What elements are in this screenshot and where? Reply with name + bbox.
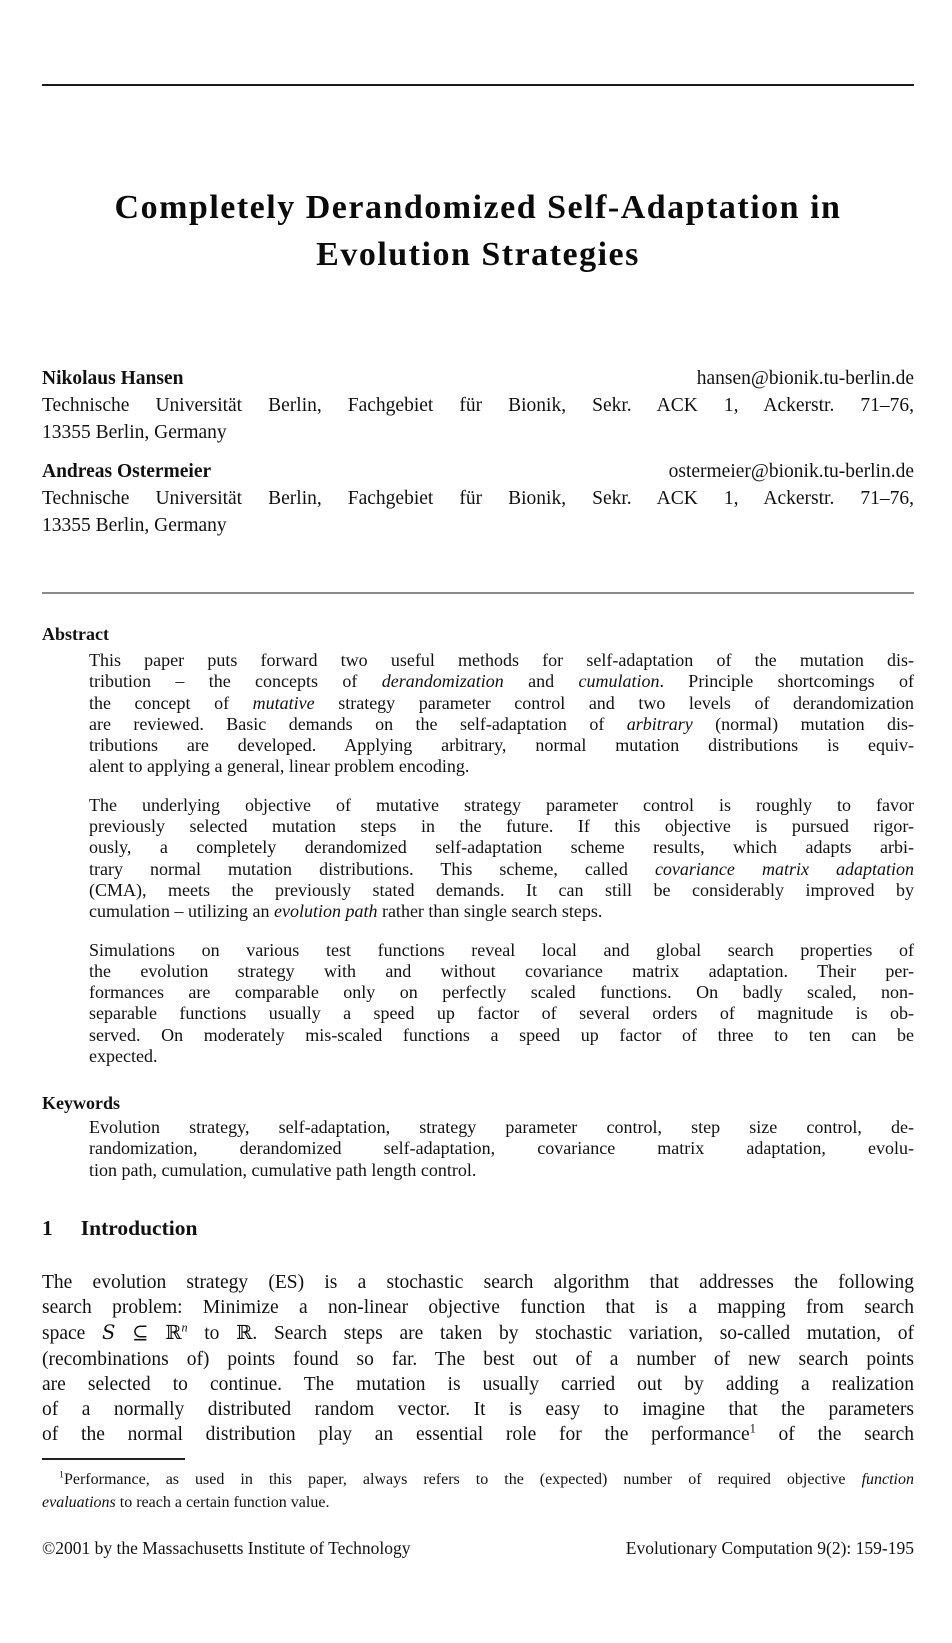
paper-title-line2: Evolution Strategies: [316, 236, 640, 273]
superscript: n: [181, 1320, 188, 1335]
introduction-line: The evolution strategy (ES) is a stochastic search algorithm that addresses the following: [42, 1272, 914, 1293]
footnote-rule: [42, 1458, 185, 1460]
abstract-line: previously selected mutation steps in the future. If this objective is pursued rigor-: [89, 816, 914, 837]
math-symbol: ⊆: [132, 1321, 149, 1345]
abstract-line: are reviewed. Basic demands on the self-adaptation of arbitrary (normal) mutation dis-: [89, 713, 914, 734]
author-name-email-row: [42, 458, 914, 485]
emphasis-text: evolution path: [273, 901, 378, 922]
author-name: Andreas Ostermeier: [42, 461, 212, 482]
abstract-line: cumulation – utilizing an evolution path rather than single search steps.: [89, 901, 603, 922]
author-affiliation-line: Technische Universität Berlin, Fachgebiet für Bionik, Sekr. ACK 1, Ackerstr. 71–76,: [42, 395, 914, 416]
emphasis-text: cumulation: [578, 671, 660, 692]
abstract-line: This paper puts forward two useful methods for self-adaptation of the mutation dis-: [89, 650, 914, 670]
emphasis-text: covariance matrix adaptation: [654, 858, 914, 879]
math-symbol: S: [102, 1321, 116, 1345]
section-heading: [42, 1216, 914, 1241]
page-footer: [42, 1538, 914, 1559]
abstract-paragraph: [89, 795, 914, 923]
author-affiliation-line: Technische Universität Berlin, Fachgebiet für Bionik, Sekr. ACK 1, Ackerstr. 71–76,: [42, 488, 914, 509]
author-email: hansen@bionik.tu-berlin.de: [696, 368, 914, 389]
author-block: [42, 458, 914, 539]
introduction-line: space S ⊆ ℝ$^n$ to ℝ. Search steps are taken by stochastic variation, so-called mutation, of: [42, 1320, 915, 1345]
abstract-line: formances are comparable only on perfectly scaled functions. On badly scaled, non-: [89, 982, 914, 1003]
abstract-line: The underlying objective of mutative strategy parameter control is roughly to favor: [89, 794, 914, 815]
footer-journal-ref: Evolutionary Computation 9(2): 159-195: [625, 1538, 914, 1558]
abstract-paragraph: [89, 650, 914, 778]
abstract-line: tribution – the concepts of derandomization and cumulation. Principle shortcomings of: [89, 671, 914, 692]
abstract-body: [89, 650, 914, 1084]
keywords-line: randomization, derandomized self-adaptation, covariance matrix adaptation, evolu-: [89, 1138, 914, 1159]
abstract-line: expected.: [89, 1046, 158, 1067]
introduction-line: (recombinations of) points found so far. The best out of a number of new search points: [42, 1348, 914, 1370]
author-affiliation-line: 13355 Berlin, Germany: [42, 515, 227, 536]
abstract-paragraph: [89, 940, 914, 1068]
introduction-line: of a normally distributed random vector. It is easy to imagine that the parameters: [42, 1399, 914, 1421]
emphasis-text: mutative: [252, 692, 315, 713]
abstract-line: tributions are developed. Applying arbitrary, normal mutation distributions is equiv-: [89, 735, 914, 756]
introduction-line: are selected to continue. The mutation is usually carried out by adding a realization: [42, 1373, 914, 1395]
keywords-line: tion path, cumulation, cumulative path length control.: [89, 1159, 477, 1180]
paper-title: [42, 184, 914, 278]
keywords-body: [89, 1117, 914, 1181]
abstract-line: served. On moderately mis-scaled functions a speed up factor of three to ten can be: [89, 1024, 914, 1045]
authors-block: [42, 365, 914, 539]
emphasis-text: derandomization: [381, 671, 504, 692]
footnote: [42, 1468, 914, 1514]
keywords-heading: Keywords: [42, 1093, 120, 1113]
emphasis-text: arbitrary: [626, 713, 693, 734]
abstract-line: separable functions usually a speed up factor of several orders of magnitude is ob-: [89, 1003, 914, 1024]
emphasis-text: evaluations: [42, 1494, 116, 1511]
emphasis-text: function: [861, 1471, 914, 1488]
section-number: 1: [42, 1216, 53, 1240]
paper-title-line1: Completely Derandomized Self-Adaptation in: [114, 189, 842, 226]
author-email: ostermeier@bionik.tu-berlin.de: [668, 461, 914, 482]
abstract-heading: Abstract: [42, 624, 109, 644]
section-title: Introduction: [80, 1216, 198, 1240]
abstract-line: (CMA), meets the previously stated demands. It can still be considerably improved by: [89, 879, 914, 900]
math-symbol: ℝ: [236, 1321, 253, 1345]
abstract-line: ously, a completely derandomized self-adaptation scheme results, which adapts arbi-: [89, 837, 914, 858]
author-affiliation-line: 13355 Berlin, Germany: [42, 422, 227, 443]
footer-copyright: ©2001 by the Massachusetts Institute of Technology: [42, 1538, 411, 1558]
introduction-line: of the normal distribution play an essential role for the performance$^1$ of the search: [42, 1421, 914, 1446]
introduction-paragraph: [42, 1270, 914, 1447]
math-symbol: ℝ: [165, 1321, 182, 1345]
keywords-line: Evolution strategy, self-adaptation, strategy parameter control, step size control, de-: [89, 1117, 914, 1137]
author-name-email-row: [42, 365, 914, 392]
abstract-line: Simulations on various test functions reveal local and global search properties of: [89, 939, 914, 960]
superscript: 1: [59, 1469, 64, 1481]
footnote-line: $^1$Performance, as used in this paper, always refers to the (expected) number of required objective function: [59, 1469, 914, 1488]
superscript: 1: [749, 1421, 756, 1436]
divider-rule: [42, 592, 914, 594]
introduction-line: search problem: Minimize a non-linear objective function that is a mapping from search: [42, 1297, 914, 1319]
abstract-line: alent to applying a general, linear problem encoding.: [89, 756, 470, 777]
abstract-line: the concept of mutative strategy parameter control and two levels of derandomization: [89, 692, 914, 713]
author-name: Nikolaus Hansen: [42, 368, 184, 389]
abstract-line: trary normal mutation distributions. This scheme, called covariance matrix adaptation: [89, 858, 914, 879]
author-block: [42, 365, 914, 446]
abstract-line: the evolution strategy with and without covariance matrix adaptation. Their per-: [89, 960, 914, 981]
footnote-line: evaluations to reach a certain function value.: [42, 1494, 330, 1511]
header-rule: [42, 84, 914, 86]
